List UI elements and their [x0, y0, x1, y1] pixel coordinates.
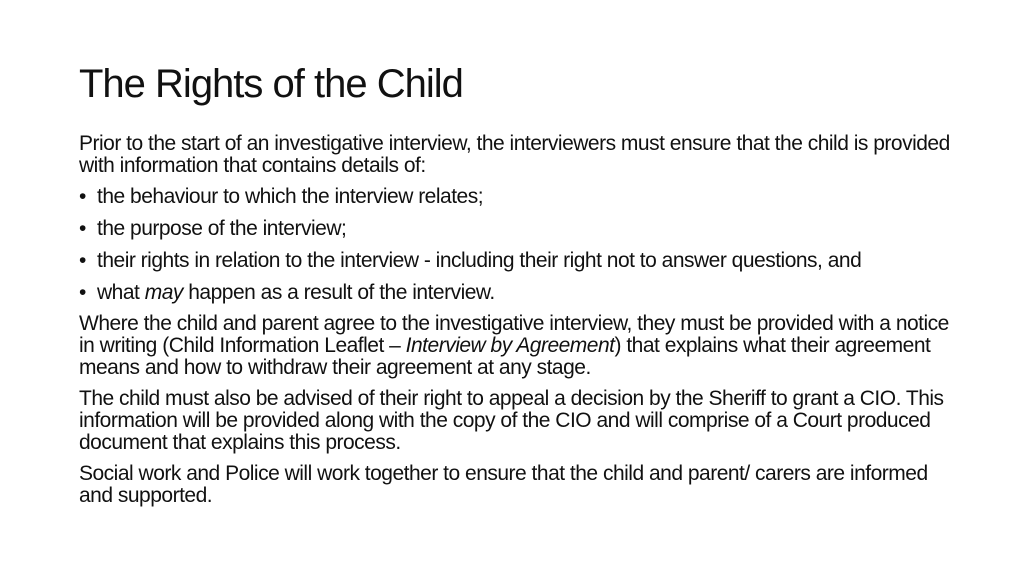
agreement-text-after: ) that explains what their agreement means and how to withdraw their agreement at any stage.	[79, 334, 931, 379]
bullet-marker: •	[79, 217, 86, 240]
bullet-text-emphasis: may	[144, 281, 183, 304]
bullet-marker: •	[79, 281, 86, 304]
bullet-list	[79, 186, 959, 304]
appeal-paragraph: The child must also be advised of their right to appeal a decision by the Sheriff to grant a CIO. This information will be provided along with the copy of the CIO and will comprise of a Court produced document that explains this process.	[79, 387, 944, 454]
bullet-item	[79, 218, 959, 240]
bullet-text: the behaviour to which the interview relates;	[97, 185, 484, 208]
agreement-text-before: Where the child and parent agree to the investigative interview, they must be provided with a notice in writing (Child Information Leaflet –	[79, 312, 949, 357]
leaflet-title: Interview by Agreement	[405, 334, 615, 357]
slide-body	[79, 133, 959, 516]
bullet-text-before: what	[97, 281, 145, 304]
bullet-item	[79, 186, 959, 208]
bullet-item	[79, 282, 959, 304]
bullet-text-after: happen as a result of the interview.	[182, 281, 495, 304]
intro-paragraph: Prior to the start of an investigative interview, the interviewers must ensure that the child is provided with information that contains details of:	[79, 132, 950, 177]
bullet-item	[79, 250, 959, 272]
bullet-marker: •	[79, 185, 86, 208]
bullet-text: their rights in relation to the interview - including their right not to answer questions, and	[97, 249, 862, 272]
bullet-text: the purpose of the interview;	[97, 217, 347, 240]
slide-title: The Rights of the Child	[79, 62, 463, 106]
support-paragraph: Social work and Police will work together to ensure that the child and parent/ carers are informed and supported.	[79, 462, 928, 507]
bullet-marker: •	[79, 249, 86, 272]
agreement-paragraph	[79, 313, 959, 379]
